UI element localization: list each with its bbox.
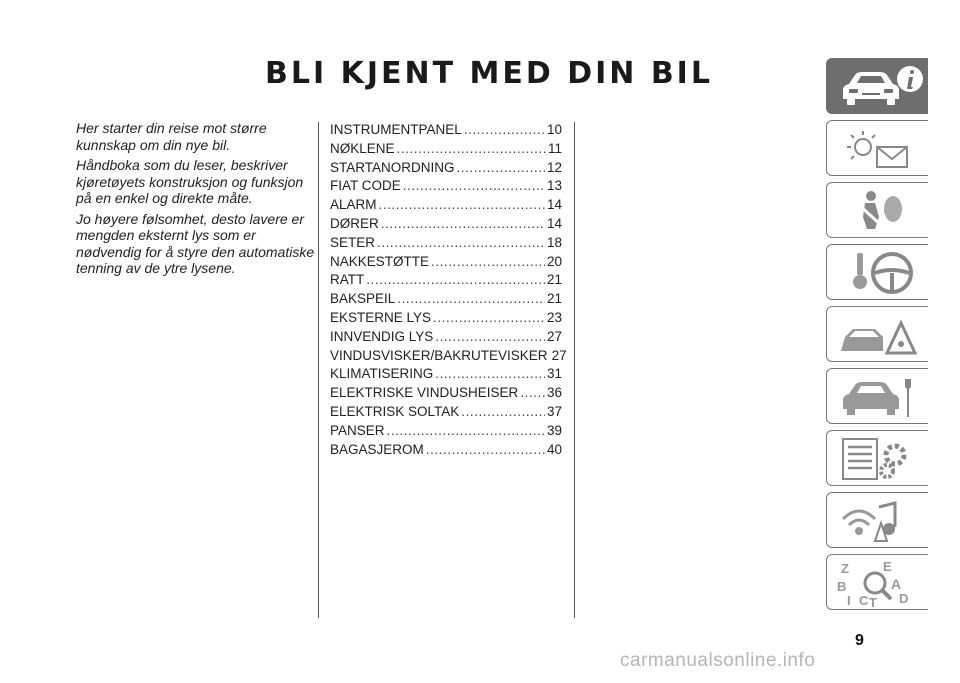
toc-item-page: 21 xyxy=(546,291,562,307)
index-letter: A xyxy=(891,576,902,592)
tab-multimedia[interactable] xyxy=(826,492,928,548)
toc-item-label: NAKKESTØTTE xyxy=(330,253,430,269)
toc-dot-leader xyxy=(366,272,545,287)
toc-item-label: STARTANORDNING xyxy=(330,159,455,175)
page-title: BLI KJENT MED DIN BIL xyxy=(265,56,713,91)
toc-item-page: 11 xyxy=(547,140,562,156)
index-letter: D xyxy=(899,591,909,606)
tab-starting-driving[interactable] xyxy=(826,244,928,300)
toc-item[interactable] xyxy=(330,254,562,273)
toc-item[interactable] xyxy=(330,291,562,310)
toc-item-label: BAGASJEROM xyxy=(330,441,424,457)
toc-item[interactable] xyxy=(330,178,562,197)
toc-item-label: VINDUSVISKER/BAKRUTEVISKER xyxy=(330,347,548,363)
toc-item-label: INNVENDIG LYS xyxy=(330,328,434,344)
toc-item[interactable] xyxy=(330,442,562,461)
toc-item-label: ALARM xyxy=(330,197,377,213)
tab-index[interactable] xyxy=(826,554,928,610)
toc-item[interactable] xyxy=(330,347,567,367)
toc-dot-leader xyxy=(461,404,545,419)
toc-item[interactable] xyxy=(330,404,562,423)
page-number: 9 xyxy=(855,632,864,649)
emergency-icon xyxy=(835,311,925,359)
toc-item-page: 27 xyxy=(546,328,562,344)
tab-maintenance[interactable] xyxy=(826,368,928,424)
tab-emergency[interactable] xyxy=(826,306,928,362)
toc-item-label: DØRER xyxy=(330,215,379,231)
toc-dot-leader xyxy=(381,216,545,231)
toc-item-label: ELEKTRISKE VINDUSHEISER xyxy=(330,385,519,401)
tab-getting-to-know[interactable] xyxy=(826,58,928,114)
toc-item[interactable] xyxy=(330,423,562,442)
toc-item-page: 23 xyxy=(546,309,562,325)
intro-paragraph: Håndboka som du leser, beskriver kjøretøyets konstruksjon og funksjon på en enkel og direkte måte. xyxy=(76,157,304,206)
steering-wheel-icon xyxy=(835,249,925,297)
toc-item[interactable] xyxy=(330,160,562,179)
toc-item-label: NØKLENE xyxy=(330,140,395,156)
toc-item-page: 40 xyxy=(546,441,562,457)
toc-item-label: INSTRUMENTPANEL xyxy=(330,122,462,137)
toc-item[interactable] xyxy=(330,385,562,404)
column-divider-right xyxy=(574,122,575,618)
toc-item-label: FIAT CODE xyxy=(330,178,401,194)
toc-dot-leader xyxy=(435,366,545,381)
table-of-contents xyxy=(330,122,567,460)
index-alphabet-icon xyxy=(835,559,925,607)
index-letter: C xyxy=(859,593,869,607)
car-info-icon xyxy=(835,63,925,111)
toc-item-label: ELEKTRISK SOLTAK xyxy=(330,403,460,419)
toc-item-page: 20 xyxy=(546,253,562,269)
toc-item-page: 13 xyxy=(546,178,562,194)
column-divider-left xyxy=(318,122,319,618)
toc-item[interactable] xyxy=(330,366,562,385)
intro-text xyxy=(76,120,316,281)
toc-dot-leader xyxy=(435,329,545,344)
toc-item[interactable] xyxy=(330,216,562,235)
toc-item[interactable] xyxy=(330,141,562,160)
technical-data-icon xyxy=(835,435,925,483)
toc-item-label: PANSER xyxy=(330,422,385,438)
toc-item-label: KLIMATISERING xyxy=(330,366,434,382)
toc-item-page: 27 xyxy=(551,347,567,363)
tab-technical-data[interactable] xyxy=(826,430,928,486)
toc-item-page: 10 xyxy=(546,122,562,137)
toc-item-page: 21 xyxy=(546,272,562,288)
toc-item-page: 12 xyxy=(546,159,562,175)
chapter-tabs xyxy=(826,58,928,616)
toc-item-label: BAKSPEIL xyxy=(330,291,396,307)
toc-dot-leader xyxy=(426,442,545,457)
toc-dot-leader xyxy=(520,385,545,400)
toc-dot-leader xyxy=(397,291,545,306)
index-letter: T xyxy=(869,595,877,607)
index-letter: B xyxy=(837,579,847,594)
toc-item[interactable] xyxy=(330,235,562,254)
toc-item-page: 31 xyxy=(546,366,562,382)
toc-dot-leader xyxy=(457,160,545,175)
index-letter: I xyxy=(847,593,851,607)
toc-dot-leader xyxy=(387,423,545,438)
toc-dot-leader xyxy=(433,310,545,325)
car-service-icon xyxy=(835,373,925,421)
intro-paragraph: Jo høyere følsomhet, desto lavere er mengden eksternt lys som er nødvendig for å styre den automatiske tenning av de ytre lysene. xyxy=(76,210,315,276)
toc-dot-leader xyxy=(397,141,546,156)
toc-item-label: EKSTERNE LYS xyxy=(330,309,432,325)
toc-item[interactable] xyxy=(330,310,562,329)
toc-item[interactable] xyxy=(330,329,562,348)
toc-dot-leader xyxy=(431,254,545,269)
toc-item-page: 14 xyxy=(546,215,562,231)
toc-dot-leader xyxy=(403,178,545,193)
toc-item-page: 14 xyxy=(546,197,562,213)
index-letter: Z xyxy=(841,561,849,576)
toc-item-page: 39 xyxy=(546,422,562,438)
toc-item[interactable] xyxy=(330,272,562,291)
tab-instrument-panel[interactable] xyxy=(826,120,928,176)
toc-item-page: 18 xyxy=(546,234,562,250)
intro-paragraph: Her starter din reise mot større kunnskap om din nye bil. xyxy=(76,120,267,153)
toc-dot-leader xyxy=(379,197,545,212)
toc-item[interactable] xyxy=(330,122,562,141)
toc-dot-leader xyxy=(464,122,545,137)
toc-item-label: RATT xyxy=(330,272,365,288)
toc-dot-leader xyxy=(377,235,545,250)
airbag-safety-icon xyxy=(835,187,925,235)
toc-item[interactable] xyxy=(330,197,562,216)
toc-item-page: 37 xyxy=(546,403,562,419)
multimedia-icon xyxy=(835,497,925,545)
watermark: carmanualsonline.info xyxy=(620,650,816,671)
tab-safety[interactable] xyxy=(826,182,928,238)
toc-item-page: 36 xyxy=(546,385,562,401)
toc-item-label: SETER xyxy=(330,234,376,250)
index-letter: E xyxy=(883,559,892,574)
warning-lights-icon xyxy=(835,125,925,173)
